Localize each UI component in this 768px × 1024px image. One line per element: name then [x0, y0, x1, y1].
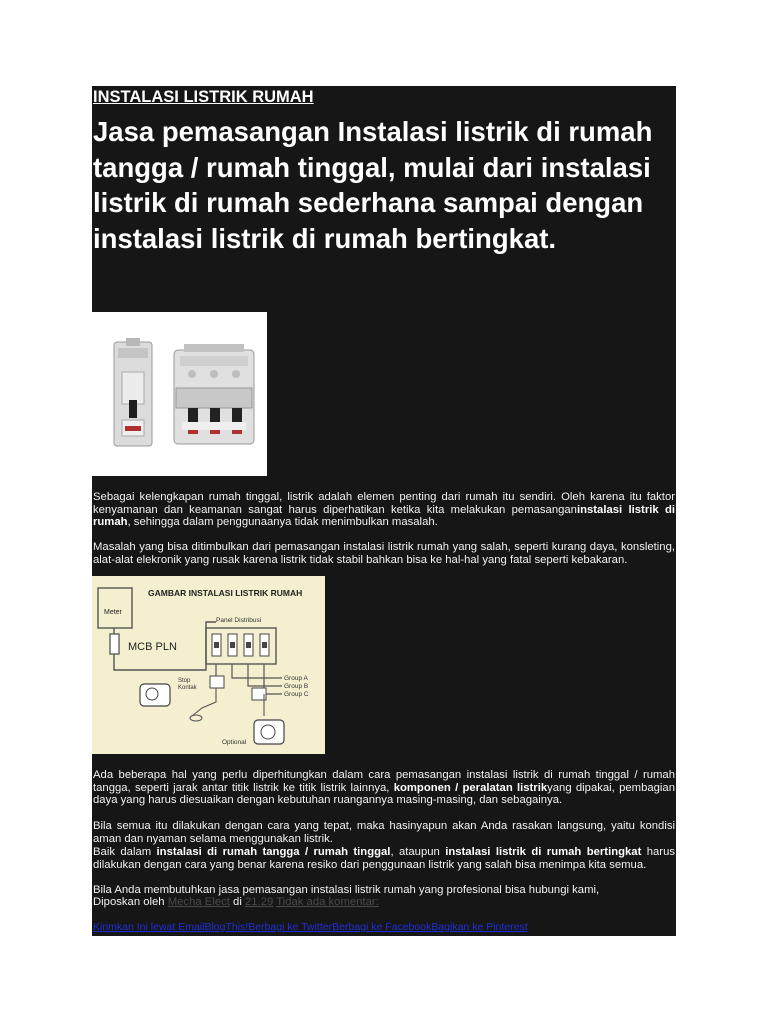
meter-label: Meter — [104, 609, 122, 616]
stop-kontak-label-2: Kontak — [178, 685, 197, 691]
share-twitter-link[interactable]: Berbagi ke Twitter — [248, 921, 333, 933]
circuit-breaker-photo — [92, 312, 267, 476]
post-footer: Diposkan oleh Mecha Elect di 21.29 Tidak ada komentar: — [93, 896, 379, 908]
post-title[interactable]: INSTALASI LISTRIK RUMAH — [93, 88, 314, 106]
intro-paragraph-1: Sebagai kelengkapan rumah tinggal, listrik adalah elemen penting dari rumah itu sendiri. Oleh karena itu faktor kenyamanan dan keamanan sangat harus diperhatikan ketika kita melakukan pemasanganinstalasi listrik di rumah, sehingga dalam penggunaanya tidak menimbulkan masalah. — [93, 491, 676, 529]
body-paragraph-5: Baik dalam instalasi di rumah tangga / rumah tinggal, ataupun instalasi listrik di rumah bertingkat harus dilakukan dengan cara yang benar karena resiko dari penggunaan listrik yang salah bisa menimpa kita semua. — [93, 846, 676, 871]
mcb-label: MCB PLN — [128, 641, 177, 653]
timestamp-link[interactable]: 21.29 — [244, 896, 274, 908]
share-email-link[interactable]: Kirimkan Ini lewat Email — [93, 921, 205, 933]
three-pole-breaker-icon — [174, 344, 254, 444]
panel-label: Panel Distribusi — [216, 617, 262, 624]
share-facebook-link[interactable]: Berbagi ke Facebook — [332, 921, 432, 933]
optional-label: Optional — [222, 739, 247, 746]
group-c-label: Group C — [284, 691, 309, 698]
body-paragraph-4: Bila semua itu dilakukan dengan cara yang tepat, maka hasinyapun akan Anda rasakan langsung, yaitu kondisi aman dan nyaman selama menggunakan listrik. — [93, 820, 675, 845]
body-paragraph-3: Ada beberapa hal yang perlu diperhitungkan dalam cara pemasangan instalasi listrik di rumah tinggal / rumah tangga, seperti jarak antar titik listrik ke titik listrik lainnya, komponen / peralatan listrikyang dipakai, pembagian daya yang harus diesuaikan dengan kebutuhan ruangannya masing-masing, dan sebagainya. — [93, 769, 675, 807]
group-a-label: Group A — [284, 675, 308, 682]
comments-link[interactable]: Tidak ada komentar: — [276, 896, 379, 908]
stop-kontak-label-1: Stop — [178, 678, 191, 684]
blog-post — [92, 86, 676, 936]
author-link[interactable]: Mecha Elect — [167, 896, 230, 908]
wiring-diagram — [92, 576, 325, 754]
intro-paragraph-2: Masalah yang bisa ditimbulkan dari pemasangan instalasi listrik rumah yang salah, seperti kurang daya, konsleting, alat-alat elekronik yang rusak karena listrik tidak stabil bahkan bisa ke hal-hal yang fatal seperti kebakaran. — [93, 541, 675, 566]
diagram-title: GAMBAR INSTALASI LISTRIK RUMAH — [148, 588, 303, 598]
share-links — [93, 921, 528, 933]
group-b-label: Group B — [284, 683, 309, 690]
share-blogthis-link[interactable]: BlogThis! — [204, 921, 249, 933]
single-pole-breaker-icon — [114, 338, 152, 446]
share-pinterest-link[interactable]: Bagikan ke Pinterest — [431, 921, 528, 933]
post-headline: Jasa pemasangan Instalasi listrik di rumah tangga / rumah tinggal, mulai dari instalasi listrik di rumah sederhana sampai dengan instalasi listrik di rumah bertingkat. — [93, 116, 653, 254]
body-paragraph-6: Bila Anda membutuhkan jasa pemasangan instalasi listrik rumah yang profesional bisa hubungi kami, — [93, 884, 600, 896]
